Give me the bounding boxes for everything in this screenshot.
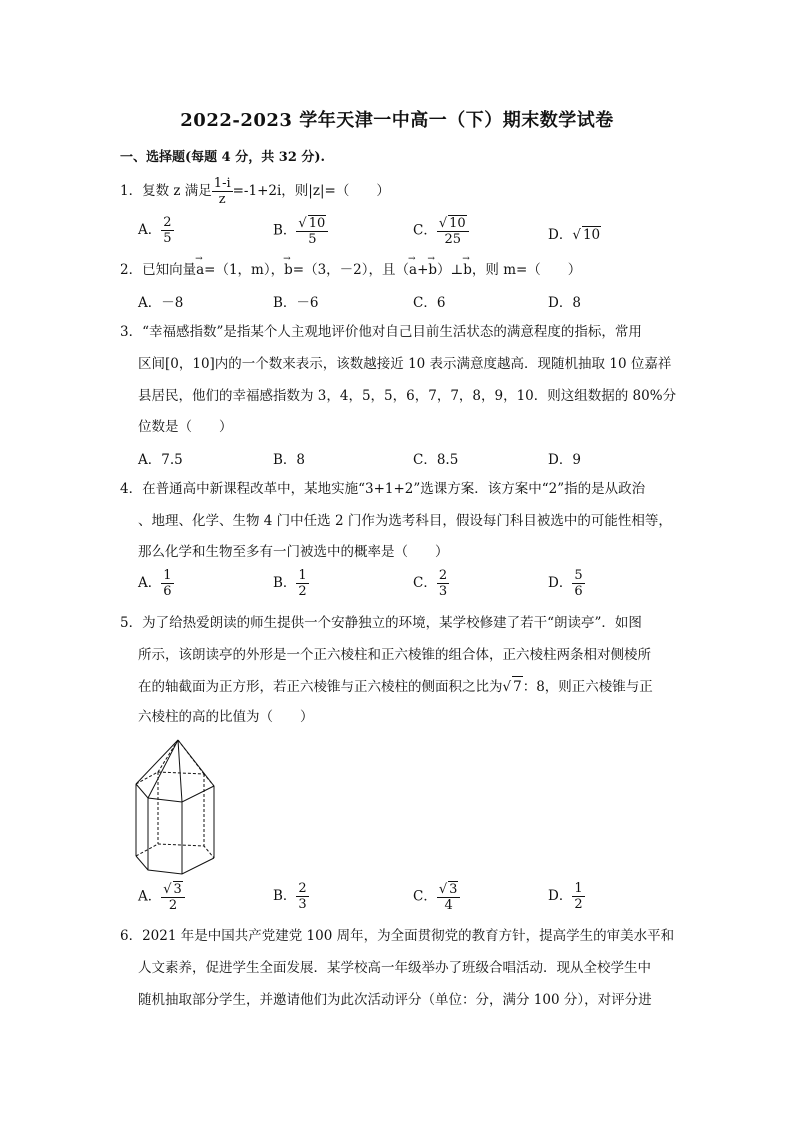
q1-b-num: √ 10 (298, 216, 326, 231)
q1-suffix: =-1+2i，则|z|=（ ） (232, 183, 390, 199)
fig-edge-hidden (178, 740, 204, 774)
q1-a-den: 5 (163, 231, 172, 246)
q1-b-frac (296, 215, 328, 247)
q1-a-label: A． (138, 222, 162, 238)
q4-a-frac (161, 568, 173, 599)
q5-c-label: C． (413, 888, 437, 905)
q3-option-c: C．8.5 (413, 452, 459, 468)
q4-d-frac (572, 568, 584, 599)
q3-line-1: 3．“幸福感指数”是指某个人主观地评价他对自己目前生活状态的满意程度的指标，常用 (120, 324, 642, 340)
fig-edge (148, 740, 178, 798)
fig-top-back (136, 772, 214, 786)
q2-text-6: ，则 m=（ ） (471, 262, 582, 278)
q6-line-3: 随机抽取部分学生，并邀请他们为此次活动评分（单位：分，满分 100 分），对评分进 (138, 992, 652, 1008)
q5-line-3a: 在的轴截面为正方形，若正六棱锥与正六棱柱的侧面积之比为 (138, 679, 503, 695)
q2-text-2: =（1，m）， (204, 262, 285, 278)
q1-c-radicand: 10 (449, 216, 466, 231)
q4-a-den: 6 (163, 584, 172, 599)
q1-c-num: √ 10 (438, 216, 466, 231)
q5-d-label: D． (548, 888, 573, 904)
q5-a-frac (161, 881, 185, 913)
q4-option-d (548, 568, 585, 599)
q3-line-2: 区间[0，10]内的一个数来表示，该数越接近 10 表示满意度越高．现随机抽取 10 位嘉祥 (138, 356, 672, 372)
q4-c-num: 2 (438, 568, 448, 583)
q2-plus: + (417, 262, 429, 278)
q5-a-den: 2 (161, 897, 185, 913)
q1-b-den: 5 (296, 231, 328, 247)
q5-b-frac (296, 881, 308, 912)
q5-option-b (273, 881, 309, 912)
q5-d-den: 2 (574, 897, 583, 912)
q3-line-3: 县居民，他们的幸福感指数为 3，4，5，5，6，7，7，8，9，10．则这组数据的 80%分 (138, 388, 677, 404)
q2-option-b: B．－6 (273, 295, 319, 311)
q1-prefix: 1．复数 z 满足 (120, 183, 212, 199)
q4-option-a (138, 568, 174, 599)
q5-option-d (548, 881, 585, 912)
q4-a-num: 1 (163, 568, 172, 583)
q1-c-frac (437, 215, 469, 247)
q1-d-label: D． (548, 227, 573, 243)
q5-line-1: 5．为了给热爱朗读的师生提供一个安静独立的环境，某学校修建了若干“朗读亭”．如图 (120, 615, 642, 631)
q5-line-2: 所示，该朗读亭的外形是一个正六棱柱和正六棱锥的组合体，正六棱柱两条相对侧棱所 (138, 647, 651, 663)
q3-line-4: 位数是（ ） (138, 419, 233, 435)
q3-option-a: A．7.5 (138, 452, 183, 468)
q5-b-den: 3 (298, 897, 307, 912)
q1-option-b (273, 215, 328, 247)
q5-line-4: 六棱柱的高的比值为（ ） (138, 709, 314, 725)
fig-edge (178, 740, 182, 802)
q4-line-2: 、地理、化学、生物 4 门中任选 2 门作为选考科目，假设每门科目被选中的可能性相等， (138, 513, 672, 529)
q5-c-den: 4 (437, 897, 461, 913)
q5-a-label: A． (138, 888, 162, 905)
q5-d-frac (572, 881, 584, 912)
q6-line-1: 6．2021 年是中国共产党建党 100 周年，为全面贯彻党的教育方针，提高学生的审美水平和 (120, 928, 675, 944)
q5-d-num: 1 (574, 881, 583, 896)
q4-option-b (273, 568, 309, 599)
q5-b-label: B． (273, 888, 297, 904)
q4-c-label: C． (413, 575, 437, 591)
q2-text-3: =（3，－2），且（ (292, 262, 410, 278)
q4-d-den: 6 (574, 584, 583, 599)
q1-a-num: 2 (163, 215, 172, 230)
fig-edge-hidden (158, 740, 178, 772)
vector-a-2: → a (409, 260, 417, 280)
vector-a: → a (196, 260, 204, 280)
q5-a-num: √ 3 (163, 882, 182, 897)
q5-line-3: 在的轴截面为正方形，若正六棱锥与正六棱柱的侧面积之比为√ 7：8，则正六棱锥与正 (138, 676, 653, 697)
q4-d-num: 5 (574, 568, 583, 583)
q5-a-radicand: 3 (173, 882, 182, 897)
q2-text-5: ）⊥ (437, 262, 464, 278)
q1-b-label: B． (273, 222, 297, 239)
q1-c-label: C． (413, 222, 437, 239)
q4-d-label: D． (548, 575, 573, 591)
q4-c-frac (437, 568, 449, 599)
q2-option-d: D．8 (548, 295, 581, 311)
q4-option-c (413, 568, 449, 599)
q6-line-2: 人文素养，促进学生全面发展．某学校高一年级举办了班级合唱活动．现从全校学生中 (138, 960, 651, 976)
q5-option-a (138, 881, 185, 913)
question-1 (120, 176, 390, 207)
q2-option-a: A．－8 (138, 295, 184, 311)
question-2 (120, 260, 581, 280)
vector-b-2: → b (428, 260, 437, 280)
q5-c-frac (437, 881, 461, 913)
q3-option-b: B．8 (273, 452, 306, 468)
fig-edge (136, 740, 178, 784)
q5-option-c (413, 881, 460, 913)
q4-b-frac (296, 568, 308, 599)
q1-d-radicand: 10 (582, 227, 601, 243)
q1-c-den: 25 (437, 231, 469, 247)
q4-line-3: 那么化学和生物至多有一门被选中的概率是（ ） (138, 544, 449, 560)
vector-b-3: → b (463, 260, 472, 280)
q2-option-c: C．6 (413, 295, 446, 311)
q1-b-radicand: 10 (308, 216, 326, 231)
section-heading: 一、选择题(每题 4 分，共 32 分). (120, 150, 326, 165)
q4-b-num: 1 (298, 568, 307, 583)
q5-b-num: 2 (298, 881, 307, 896)
q5-c-num: √ 3 (438, 882, 458, 897)
q4-line-1: 4．在普通高中新课程改革中，某地实施“3+1+2”选课方案．该方案中“2”指的是从政治 (120, 481, 646, 497)
q1-option-a (138, 215, 174, 246)
q1-option-c (413, 215, 469, 247)
vector-b: → b (284, 260, 293, 280)
q4-c-den: 3 (438, 584, 448, 599)
q5-c-radicand: 3 (449, 882, 458, 897)
q3-option-d: D．9 (548, 452, 581, 468)
q4-b-den: 2 (298, 584, 307, 599)
q1-option-d: D．√ 10 (548, 227, 601, 243)
q1-a-frac (161, 215, 173, 246)
q1-frac-den: z (212, 191, 233, 207)
q5-line-3b: ：8，则正六棱锥与正 (522, 679, 653, 695)
q2-text-1: 2．已知向量 (120, 262, 197, 278)
q1-fraction (212, 176, 233, 207)
q4-a-label: A． (138, 575, 162, 591)
exam-title: 2022-2023 学年天津一中高一（下）期末数学试卷 (180, 110, 614, 131)
q5-radicand: 7 (512, 676, 523, 697)
q1-frac-num: 1-i (213, 176, 231, 191)
q4-b-label: B． (273, 575, 297, 591)
hexagonal-pavilion-figure (128, 728, 218, 876)
